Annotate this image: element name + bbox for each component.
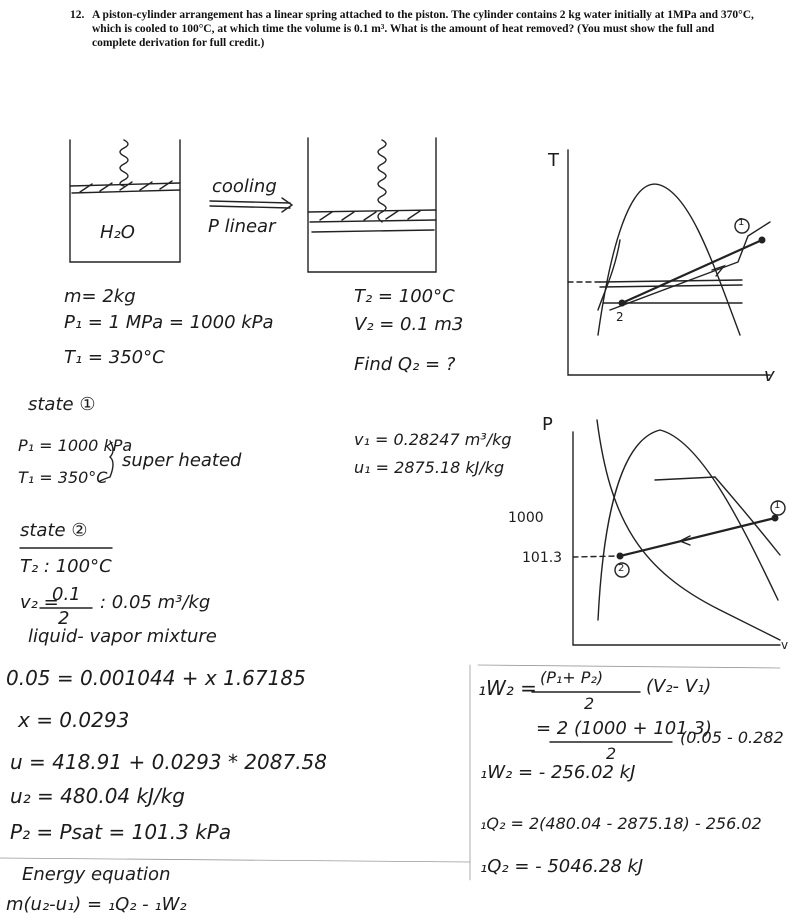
energy-title: Energy equation [22, 864, 171, 885]
pv-state1-label: 1 [774, 500, 781, 511]
state1-phase: super heated [122, 450, 242, 471]
problem-text: A piston-cylinder arrangement has a linear spring attached to the piston. The cylinder contains 2 kg water initially at 1MPa and 370°C, which is cooled to 100°C, at which time the volume is 0.1 m³. What is the amount of heat removed? (You must show the full and complete derivation for full credit.) [92, 9, 754, 49]
state2-u2: u₂ = 480.04 kJ/kg [10, 784, 185, 808]
state2-phase: liquid- vapor mixture [28, 626, 217, 647]
pv-p-axis-label: P [542, 414, 553, 435]
state2-v-rhs: : 0.05 m³/kg [100, 592, 211, 613]
pv-diagram [573, 420, 785, 645]
state2-v-lhs: v₂ = [20, 592, 59, 613]
work-sub: = 2 (1000 + 101.3) [536, 718, 712, 739]
process-linear-label: P linear [208, 216, 276, 237]
pv-state2-label: 2 [618, 563, 625, 574]
find-q2: Find Q₂ = ? [354, 354, 456, 375]
given-mass: m= 2kg [64, 286, 136, 307]
pv-101-label: 101.3 [522, 550, 563, 566]
ts-state2-label: 2 [616, 310, 624, 324]
given-t1: T₁ = 350°C [64, 347, 165, 368]
heat-equation: ₁Q₂ = 2(480.04 - 2875.18) - 256.02 [480, 814, 762, 833]
state1-t: T₁ = 350°C [18, 468, 108, 487]
work-rest: (V₂- V₁) [646, 676, 712, 697]
energy-divider [0, 858, 470, 862]
fluid-label: H₂O [100, 222, 135, 243]
state2-p2: P₂ = Psat = 101.3 kPa [10, 820, 232, 844]
work-lhs: ₁W₂ = [478, 676, 537, 700]
work-den: 2 [584, 694, 595, 713]
state2-v-num: 0.1 [52, 584, 81, 605]
process-cooling-label: cooling [212, 176, 277, 197]
state2-v-den: 2 [58, 608, 70, 629]
state1-v: v₁ = 0.28247 m³/kg [354, 430, 512, 449]
work-sub-rest: (0.05 - 0.282 [680, 728, 784, 747]
given-p1: P₁ = 1 MPa = 1000 kPa [64, 312, 274, 333]
work-box-top [478, 665, 780, 668]
state2-title: state ② [20, 520, 88, 541]
pv-1000-label: 1000 [508, 510, 544, 526]
ts-diagram [568, 150, 770, 375]
pv-v-axis-label: v [781, 638, 789, 652]
work-sub-den: 2 [606, 744, 617, 763]
heat-result: ₁Q₂ = - 5046.28 kJ [480, 856, 644, 877]
state2-u-eq: u = 418.91 + 0.0293 * 2087.58 [10, 750, 328, 774]
energy-equation: m(u₂-u₁) = ₁Q₂ - ₁W₂ [6, 894, 187, 915]
given-t2: T₂ = 100°C [354, 286, 455, 307]
state1-p: P₁ = 1000 kPa [18, 436, 133, 455]
cylinder-sketch-final [308, 138, 436, 272]
cylinder-sketch-initial [70, 140, 180, 262]
work-result: ₁W₂ = - 256.02 kJ [480, 762, 636, 783]
problem-number: 12. [70, 9, 85, 21]
state1-u: u₁ = 2875.18 kJ/kg [354, 458, 505, 477]
ts-v-axis-label: v [764, 365, 775, 386]
state2-quality-eq: 0.05 = 0.001044 + x 1.67185 [6, 666, 306, 690]
given-v2: V₂ = 0.1 m3 [354, 314, 464, 335]
state2-quality: x = 0.0293 [18, 708, 130, 732]
state2-t: T₂ : 100°C [20, 556, 112, 577]
ts-t-axis-label: T [548, 150, 559, 171]
state1-title: state ① [28, 394, 96, 415]
process-arrow [210, 198, 292, 212]
work-num: (P₁+ P₂) [540, 668, 604, 687]
ts-state1-label: 1 [738, 217, 745, 228]
